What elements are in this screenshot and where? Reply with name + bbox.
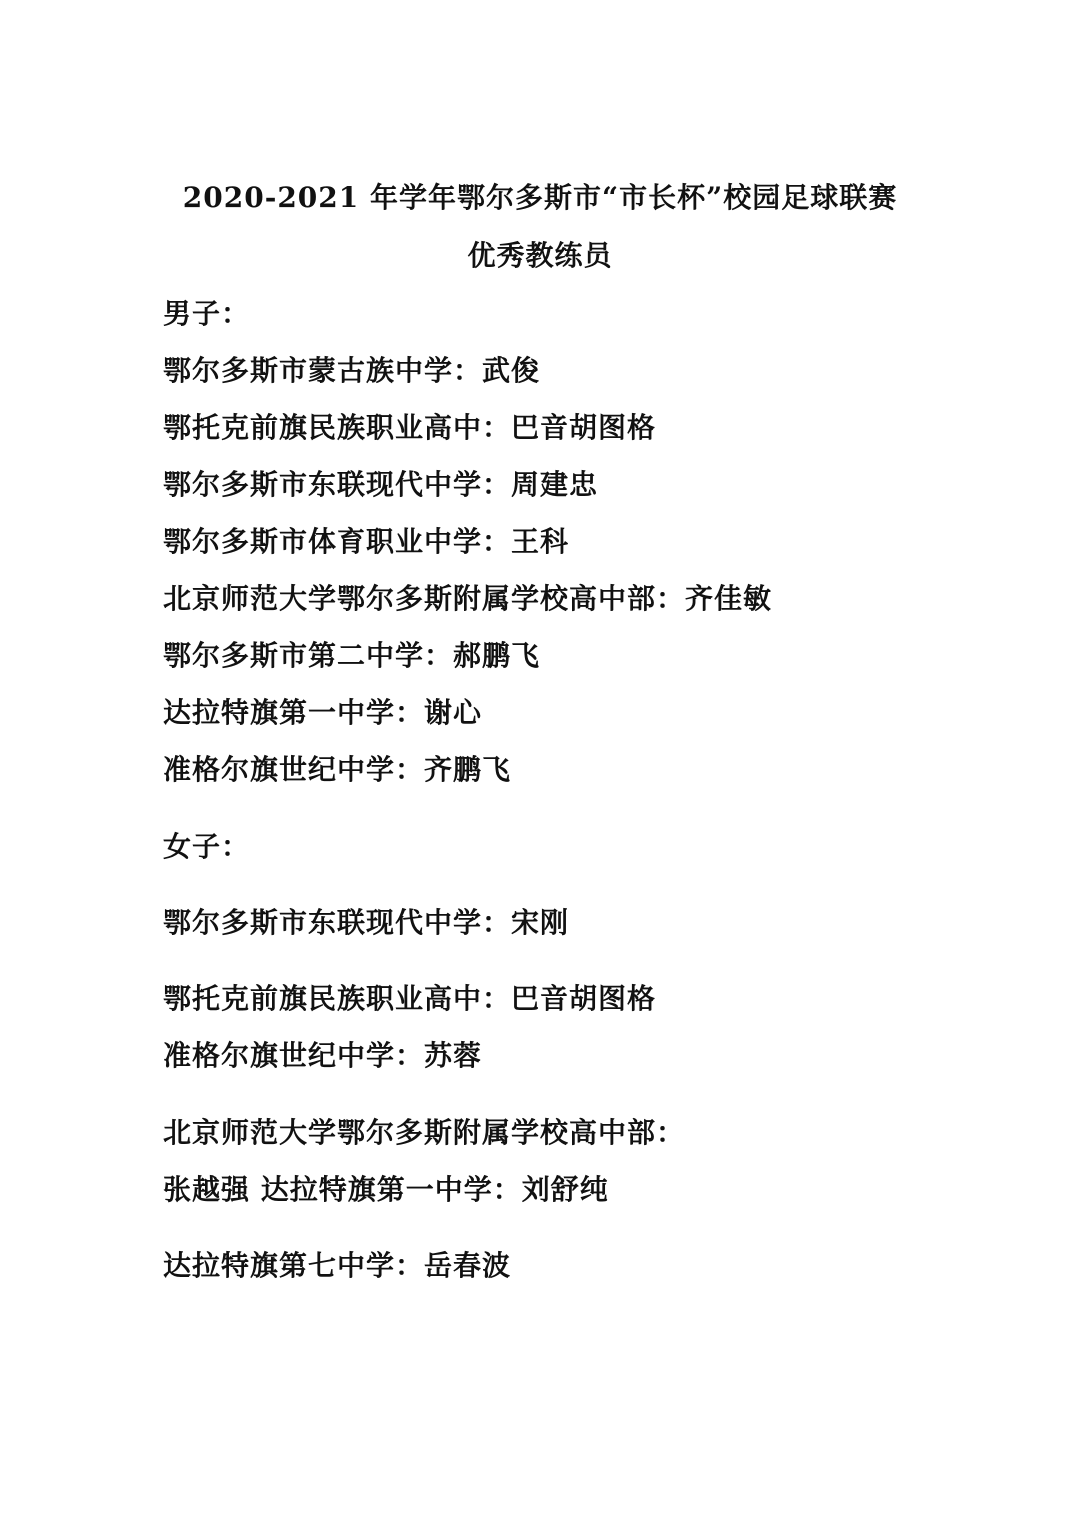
female-entry: 鄂托克前旗民族职业高中：巴音胡图格 [163, 982, 657, 1015]
male-entry: 鄂托克前旗民族职业高中：巴音胡图格 [163, 411, 657, 444]
document-title-line2: 优秀教练员 [467, 239, 613, 272]
male-section-heading: 男子： [163, 297, 251, 330]
female-entry: 鄂尔多斯市东联现代中学：宋刚 [163, 906, 570, 939]
male-entry: 鄂尔多斯市第二中学：郝鹏飞 [163, 639, 541, 672]
male-entry: 准格尔旗世纪中学：齐鹏飞 [163, 753, 512, 786]
female-entry: 准格尔旗世纪中学：苏蓉 [163, 1039, 483, 1072]
male-entry: 北京师范大学鄂尔多斯附属学校高中部：齐佳敏 [163, 582, 773, 615]
female-section-heading: 女子： [163, 830, 251, 863]
male-entry: 达拉特旗第一中学：谢心 [163, 696, 483, 729]
female-entry: 张越强 达拉特旗第一中学：刘舒纯 [163, 1173, 609, 1206]
male-entry: 鄂尔多斯市体育职业中学：王科 [163, 525, 570, 558]
female-entry: 北京师范大学鄂尔多斯附属学校高中部： [163, 1116, 686, 1149]
document-title-line1: 2020-2021 年学年鄂尔多斯市“市长杯”校园足球联赛 [182, 181, 898, 214]
female-entry: 达拉特旗第七中学：岳春波 [163, 1249, 512, 1282]
male-entry: 鄂尔多斯市东联现代中学：周建忠 [163, 468, 599, 501]
male-entry: 鄂尔多斯市蒙古族中学：武俊 [163, 354, 541, 387]
